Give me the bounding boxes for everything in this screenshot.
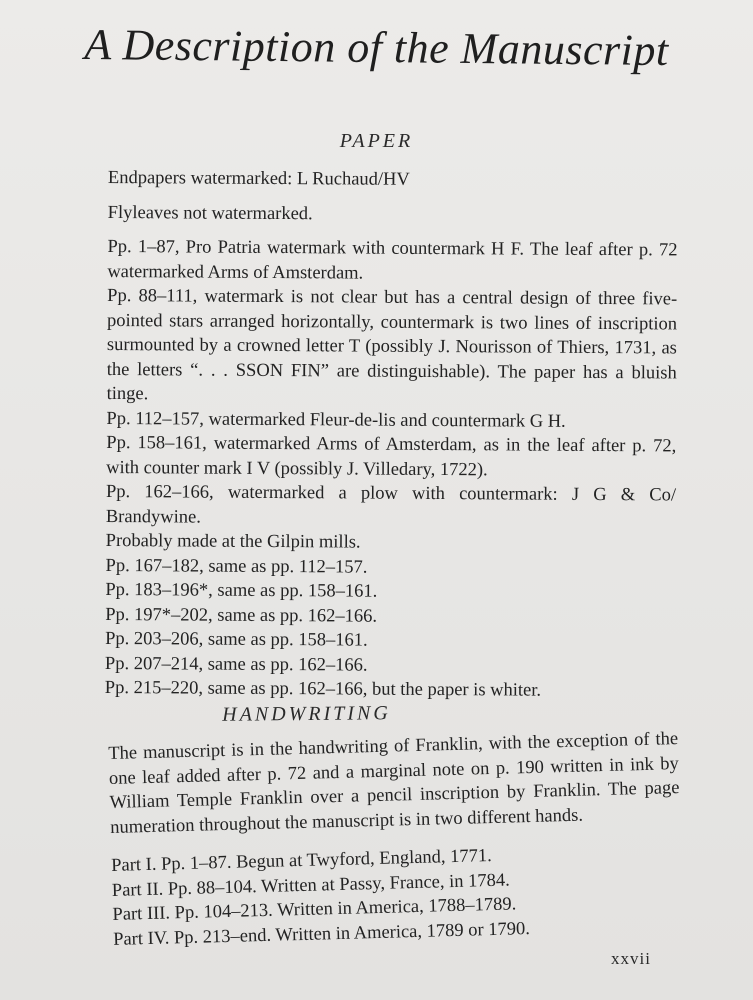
page-title: A Description of the Manuscript [84, 19, 669, 76]
paper-line: Pp. 215–220, same as pp. 162–166, but the paper is whiter. [104, 677, 542, 701]
paper-line: Pp. 203–206, same as pp. 158–161. [105, 628, 368, 651]
paper-line: Pp. 183–196*, same as pp. 158–161. [105, 579, 378, 602]
part-line: Part I. Pp. 1–87. Begun at Twyford, England, 1771. [110, 845, 493, 876]
paper-line: Pp. 162–166, watermarked a plow with countermark: J G & Co/ Brandywine. [105, 481, 677, 528]
section-heading-paper: PAPER [339, 130, 414, 152]
paper-section [105, 166, 678, 704]
paper-line: Probably made at the Gilpin mills. [105, 530, 361, 553]
page-number: xxvii [611, 949, 651, 968]
part-line: Part III. Pp. 104–213. Written in America, 1788–1789. [112, 894, 517, 925]
paper-line: Pp. 158–161, watermarked Arms of Amsterdam, as in the leaf after p. 72, with counter mark I V (possibly J. Villedary, 1722). [106, 432, 677, 480]
handwriting-paragraph: The manuscript is in the handwriting of Franklin, with the exception of the one leaf added after p. 72 and a marginal note on p. 190 written in ink by William Temple Franklin over a pencil inscription by Franklin. The page numeration throughout the manuscript is in two different hands. [108, 729, 680, 838]
section-heading-handwriting: HANDWRITING [222, 702, 391, 726]
paper-line: Pp. 167–182, same as pp. 112–157. [105, 555, 368, 578]
paper-line: Flyleaves not watermarked. [107, 202, 313, 224]
paper-line: Endpapers watermarked: L Ruchaud/HV [107, 167, 410, 190]
part-line: Part IV. Pp. 213–end. Written in America, 1789 or 1790. [112, 918, 531, 950]
paper-line: Pp. 207–214, same as pp. 162–166. [104, 653, 368, 676]
paper-line: Pp. 88–111, watermark is not clear but has a central design of three five-pointed stars arranged horizontally, countermark is two lines of inscription surmounted by a crowned letter T (possibly J. Nourisson of Thiers, 1731, as the letters “. . . SSON FIN” are distinguishable). The paper has a bluish tinge. [106, 285, 678, 405]
paper-line: Pp. 112–157, watermarked Fleur-de-lis and countermark G H. [106, 408, 566, 432]
handwriting-section [108, 727, 683, 952]
part-line: Part II. Pp. 88–104. Written at Passy, France, in 1784. [111, 870, 511, 901]
paper-line: Pp. 1–87, Pro Patria watermark with countermark H F. The leaf after p. 72 watermarked Arms of Amsterdam. [107, 236, 678, 284]
paper-line: Pp. 197*–202, same as pp. 162–166. [105, 604, 378, 627]
